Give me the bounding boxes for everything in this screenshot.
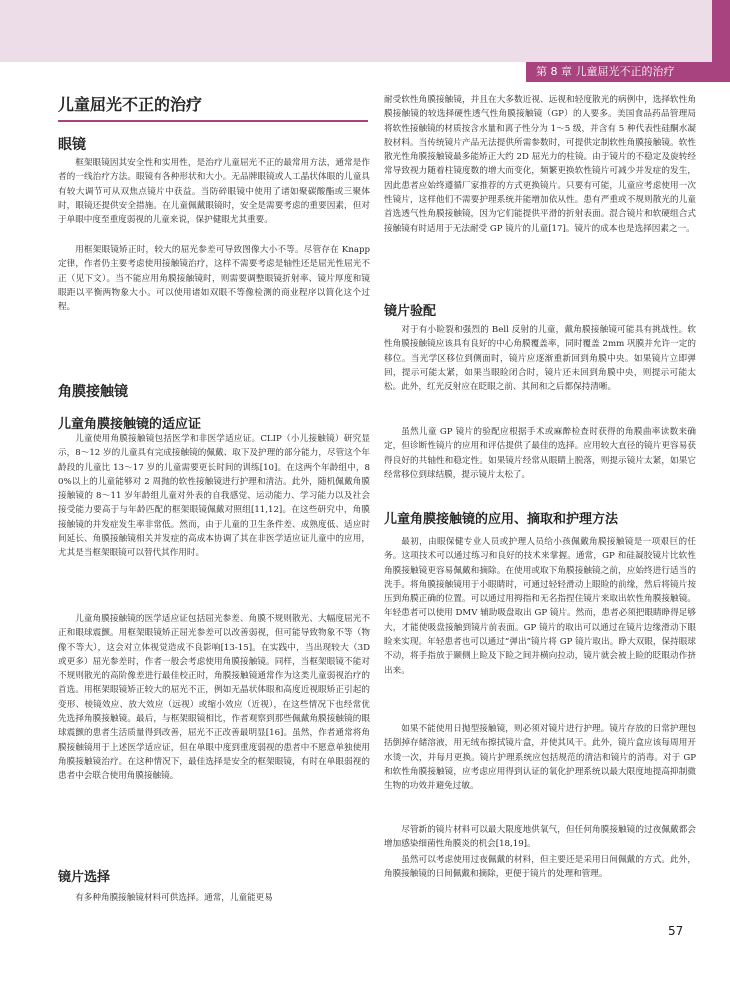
care-paragraph-4: 虽然可以考虑使用过夜佩戴的材料，但主要还是采用日间佩戴的方式。此外，角膜接触镜的日间佩戴和摘除，更便于镜片的处理和管理。 (384, 855, 696, 880)
subheading-indications: 儿童角膜接触镜的适应证 (58, 417, 202, 432)
lens-selection-continued-text: 耐受软性角膜接触镜，并且在大多数近视、远视和轻度散光的病例中，选择软性角膜接触镜的较选择硬性透气性角膜接触镜（GP）的人要多。美国食品药品管理局将软性接触镜的材质按含水量和离子性分为 1～5 级，并含有 5 种代表性硅酮水凝胶材料。当传统镜片产品无法提供所需参数时，可提供定制软性角膜接触镜。软性散光性角膜接触镜最多能矫正大约 2D 屈光力的柱镜。由于镜片的不稳定及旋转经常导致视力随着柱镜度数的增大而变化，频繁更换软性镜片可减少并发症的发生，因此患者应始终遵循厂家推荐的方式更换镜片。只要有可能，儿童应考虑使用一次性镜片，这样他们不需要护理系统并能增加依从性。患有严重或不规则散光的儿童首选透气性角膜接触镜，因为它们能提供平滑的折射表面。混合镜片和软硬组合式接触镜有时适用于无法耐受 GP 镜片的儿童[17]。镜片的成本也是选择因素之一。 (384, 95, 696, 234)
subheading-care: 儿童角膜接触镜的应用、摘取和护理方法 (384, 512, 619, 527)
subheading-lens-selection: 镜片选择 (58, 870, 111, 885)
care-paragraph-1: 最初，由眼保健专业人员或护理人员给小孩佩戴角膜接触镜是一项艰巨的任务。这项技术可以通过练习和良好的技术来掌握。通常，GP 和硅凝胶镜片比软性角膜接触镜更容易佩戴和摘除。在使用或取下角膜接触镜之前，应始终进行适当的洗手。将角膜接触镜用于小眼睛时，可通过轻轻滑动上眼睑的前缘，然后将镜片按压到角膜正确的位置。可以通过用拇指和无名指捏住镜片来取出软性角膜接触镜。年轻患者可以使用 DMV 辅助吸盘取出 GP 镜片。然而，患者必须把眼睛睁得足够大，才能使吸盘接触到镜片前表面。GP 镜片的取出可以通过在镜片边缘滑动下眼睑来实现。年轻患者也可以通过“弹出”镜片将 GP 镜片取出。睁大双眼，保持眼球不动，将手指放于颞侧上睑及下睑之间并横向拉动，镜片就会被上睑的眨眼动作挤出来。 (384, 537, 696, 676)
fitting-paragraph-2: 虽然儿童 GP 镜片的验配应根据手术或麻醉检查时获得的角膜曲率读数来确定，但诊断性镜片的应用和评估提供了最佳的选择。应用较大直径的镜片更容易获得良好的共轴性和稳定性。如果镜片经常从眼睛上脱落，则提示镜片太紧，如果它经常移位到球结膜，提示镜片太松了。 (384, 427, 696, 480)
page-number: 57 (668, 924, 684, 938)
section-heading-contacts: 角膜接触镜 (58, 384, 128, 400)
fitting-paragraph-1: 对于有小睑裂和强烈的 Bell 反射的儿童，戴角膜接触镜可能具有挑战性。软性角膜接触镜应该具有良好的中心角膜覆盖率，同时覆盖 2mm 巩膜并允许一定的移位。当光学区移位到侧面时，镜片应逐渐重新回到角膜中央。如果镜片立即弹回，提示可能太紧，如果当眼睑闭合时，镜片还未回到角膜中央，则提示可能太松。此外，红光反射应在眨眼之前、其间和之后都保持清晰。 (384, 325, 696, 393)
glasses-paragraph-2: 用框架眼镜矫正时，较大的屈光参差可导致图像大小不等。尽管存在 Knapp 定律，作者仍主要考虑使用接触镜治疗，这样不需要考虑是轴性还是屈光性屈光不正（见下文）。当不能应用角膜接触镜时，则需要调整眼镜折射率、镜片厚度和镜眼距以平衡两物象大小。可以使用诸如双眼不等像检测的商业程序以简化这个过程。 (58, 245, 370, 313)
indications-paragraph-1: 儿童使用角膜接触镜包括医学和非医学适应证。CLIP（小儿接触镜）研究显示，8～12 岁的儿童具有完成接触镜的佩戴、取下及护理的部分能力，尽管这个年龄段的儿童比 13～17 岁的儿童需要更长时间的训练[10]。在这两个年龄组中，80%以上的儿童能够对 2 周抛的软性接触镜进行护理和清洁。此外，随机佩戴角膜接触镜的 8～11 岁年龄组儿童对外表的自我感觉、运动能力、学习能力以及社会接受能力要高于与年龄匹配的框架眼镜佩戴对照组[11,12]。在这些研究中，角膜接触镜的并发症发生率非常低。然而，由于儿童的卫生条件差、成熟度低、适应时间延长、角膜接触镜相关并发症的高成本协调了其在非医学适应证儿童中的应用，尤其是当框架眼镜可以替代其作用时。 (58, 434, 370, 559)
glasses-paragraph-1: 框架眼镜因其安全性和实用性，是治疗儿童屈光不正的最常用方法，通常是作者的一线治疗方法。眼镜有各种形状和大小。无品牌眼镜或人工晶状体眼的儿童具有较大调节可从双焦点镜片中获益。当防碎眼镜中使用了诸如聚碳酸酯或三聚体时，眼镜还提供安全措施。在儿童佩戴眼镜时，安全是需要考虑的重要因素，但对于单眼中度至重度弱视的儿童来说，保护健眼尤其重要。 (58, 158, 370, 226)
care-paragraph-3: 尽管新的镜片材料可以最大限度地供氧气，但任何角膜接触镜的过夜佩戴都会增加感染细菌性角膜炎的机会[18,19]。 (384, 825, 696, 850)
lens-selection-paragraph-continued (384, 93, 696, 293)
header-band (0, 0, 730, 62)
care-paragraph-2: 如果不能使用日抛型接触镜，则必须对镜片进行护理。镜片存放的日常护理包括倒掉存储溶液，用无绒布擦拭镜片盒，并使其风干。此外，镜片盒应该每周用开水烫一次，并每月更换。镜片护理系统应包括规范的清洁和镜片的消毒。对于 GP 和软性角膜接触镜，应考虑应用得到认证的氧化护理系统以最大限度地提高抑制微生物的功效并避免过敏。 (384, 724, 696, 792)
lens-selection-paragraph-start: 有多种角膜接触镜材料可供选择。通常，儿童能更易 (75, 893, 273, 903)
header-accent-strip (712, 0, 730, 62)
indications-paragraph-2: 儿童角膜接触镜的医学适应证包括屈光参差、角膜不规则散光、大幅度屈光不正和眼球震颤。用框架眼镜矫正屈光参差可以改善弱视，但可能导致物象不等（物像不等大），这会对立体视觉造成不良影响[13-15]。在实践中，当出现较大（3D 或更多）屈光参差时，作者一般会考虑使用角膜接触镜。同样，当框架眼镜不能对不规则散光的高阶像差进行最佳校正时，角膜接触镜通常作为这类儿童弱视治疗的首选。用框架眼镜矫正较大的屈光不正，例如无晶状体眼和高度近视眼矫正引起的变形、棱镜效应、放大效应（远视）或缩小效应（近视），在这些情况下也经常优先选择角膜接触镜。最后，与框架眼镜相比，作者观察到那些佩戴角膜接触镜的眼球震颤的患者生活质量得到改善，屈光不正改善最明显[16]。虽然，作者通常将角膜接触镜用于上述医学适应证，但在单眼中度到重度弱视的患者中不愿意单独使用角膜接触镜治疗。在这种情况下，最佳选择是安全的框架眼镜，有时在单眼弱视的患者中会联合使用角膜接触镜。 (58, 614, 370, 782)
page-title: 儿童屈光不正的治疗 (58, 92, 368, 122)
subheading-fitting: 镜片验配 (384, 304, 437, 319)
chapter-label: 第 8 章 儿童屈光不正的治疗 (526, 62, 730, 82)
section-heading-glasses: 眼镜 (58, 137, 86, 153)
